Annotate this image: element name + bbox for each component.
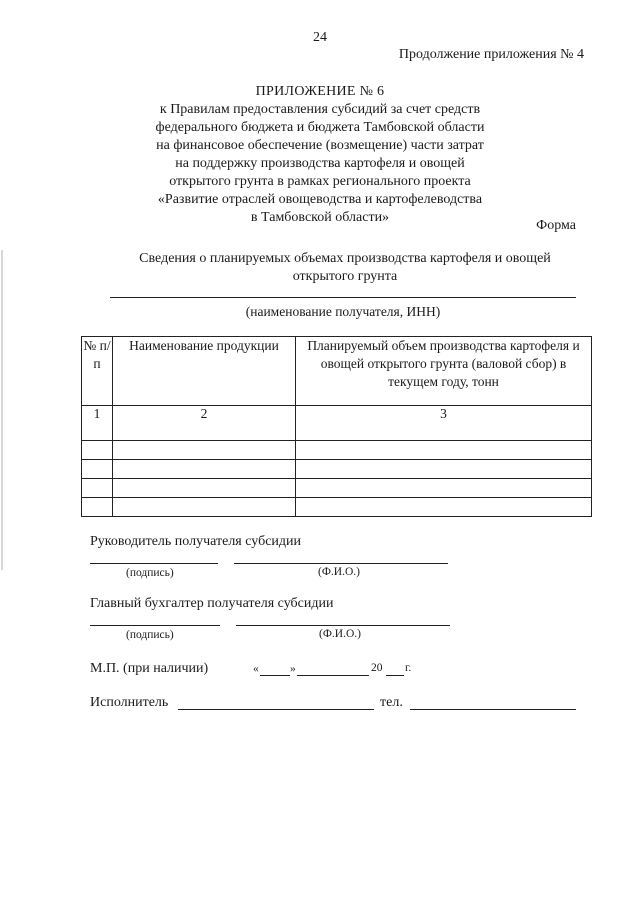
table-row[interactable] xyxy=(82,460,592,479)
accountant-fio-field[interactable] xyxy=(236,625,450,626)
table-cell[interactable] xyxy=(296,441,592,460)
table-header-row xyxy=(82,337,592,406)
index-cell: 3 xyxy=(296,406,592,441)
table-cell[interactable] xyxy=(82,479,113,498)
accountant-fio-caption: (Ф.И.О.) xyxy=(319,628,361,640)
head-sign-caption: (подпись) xyxy=(126,567,174,579)
appendix-header xyxy=(150,83,490,227)
appendix-title: ПРИЛОЖЕНИЕ № 6 xyxy=(255,84,385,99)
date-day-field[interactable] xyxy=(260,675,290,676)
appendix-line: в Тамбовской области» xyxy=(250,210,390,225)
phone-label: тел. xyxy=(380,695,403,710)
table-cell[interactable] xyxy=(82,498,113,517)
head-label: Руководитель получателя субсидии xyxy=(90,534,302,549)
header-number: № п/п xyxy=(82,337,113,406)
appendix-line: на поддержку производства картофеля и овощей xyxy=(175,156,465,171)
production-table xyxy=(81,336,592,517)
header-volume: Планируемый объем производства картофеля и овощей открытого грунта (валовой сбор) в текущем году, тонн xyxy=(296,337,592,406)
head-fio-caption: (Ф.И.О.) xyxy=(318,566,360,578)
table-cell[interactable] xyxy=(113,441,296,460)
date-month-field[interactable] xyxy=(297,675,369,676)
document-title xyxy=(110,250,580,286)
table-cell[interactable] xyxy=(296,460,592,479)
table-cell[interactable] xyxy=(82,441,113,460)
page-number: 24 xyxy=(313,30,327,45)
table-row[interactable] xyxy=(82,479,592,498)
appendix-line: открытого грунта в рамках регионального проекта xyxy=(169,174,471,189)
head-fio-field[interactable] xyxy=(234,563,448,564)
date-close-quote: » xyxy=(290,663,296,675)
head-signature-field[interactable] xyxy=(90,563,218,564)
table-cell[interactable] xyxy=(296,498,592,517)
executor-label: Исполнитель xyxy=(90,695,169,710)
form-label: Форма xyxy=(536,218,576,233)
table-cell[interactable] xyxy=(296,479,592,498)
recipient-caption: (наименование получателя, ИНН) xyxy=(245,304,441,319)
table-index-row xyxy=(82,406,592,441)
appendix-line: к Правилам предоставления субсидий за счет средств xyxy=(159,102,481,117)
document-title-line: открытого грунта xyxy=(292,269,398,284)
index-cell: 2 xyxy=(113,406,296,441)
document-title-line: Сведения о планируемых объемах производства картофеля и овощей xyxy=(139,251,551,266)
table-cell[interactable] xyxy=(82,460,113,479)
date-year-field[interactable] xyxy=(386,675,404,676)
recipient-name-field[interactable] xyxy=(110,297,576,298)
accountant-sign-caption: (подпись) xyxy=(126,629,174,641)
scan-edge-mark xyxy=(1,250,3,570)
appendix-line: на финансовое обеспечение (возмещение) части затрат xyxy=(156,138,484,153)
date-year-prefix: 20 xyxy=(371,662,383,674)
table-cell[interactable] xyxy=(113,460,296,479)
phone-field[interactable] xyxy=(410,709,576,710)
table-row[interactable] xyxy=(82,498,592,517)
table-row[interactable] xyxy=(82,441,592,460)
accountant-signature-field[interactable] xyxy=(90,625,220,626)
date-year-suffix: г. xyxy=(405,662,412,674)
stamp-label: М.П. (при наличии) xyxy=(90,661,209,676)
continuation-note: Продолжение приложения № 4 xyxy=(398,47,584,62)
accountant-label: Главный бухгалтер получателя субсидии xyxy=(90,596,334,611)
index-cell: 1 xyxy=(82,406,113,441)
appendix-line: «Развитие отраслей овощеводства и картофелеводства xyxy=(157,192,483,207)
executor-name-field[interactable] xyxy=(178,709,374,710)
date-open-quote: « xyxy=(253,663,259,675)
header-product: Наименование продукции xyxy=(113,337,296,406)
table-cell[interactable] xyxy=(113,498,296,517)
table-cell[interactable] xyxy=(113,479,296,498)
appendix-line: федерального бюджета и бюджета Тамбовской области xyxy=(155,120,485,135)
